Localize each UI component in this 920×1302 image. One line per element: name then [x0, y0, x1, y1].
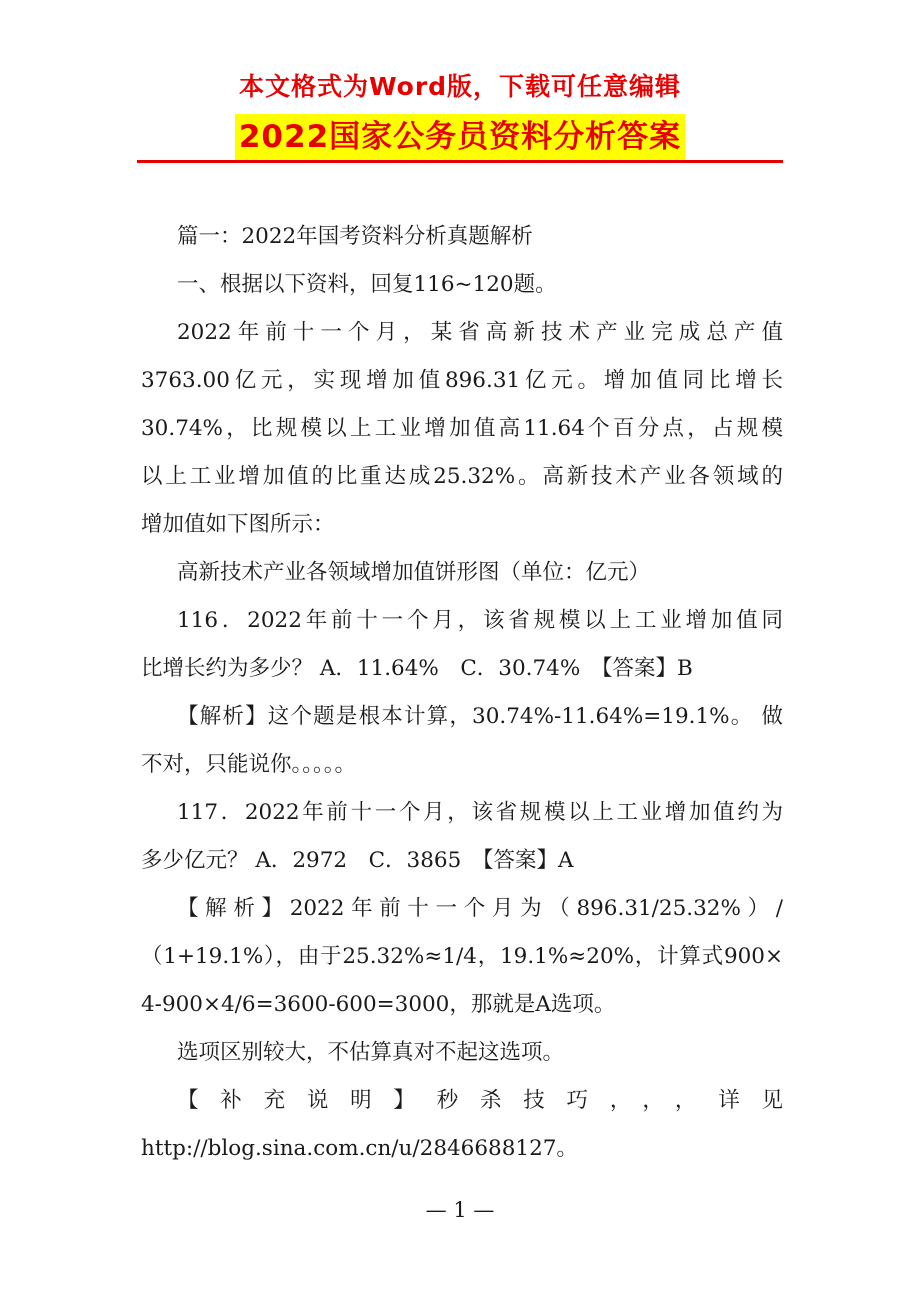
- blog-url-line: http://blog.sina.com.cn/u/2846688127。: [141, 1136, 578, 1161]
- paragraph-line: 增加值如下图所示：: [141, 512, 335, 537]
- document-body: [141, 213, 783, 1173]
- paragraph-line: 以上工业增加值的比重达成25.32%。高新技术产业各领域的: [141, 464, 783, 489]
- analysis-117-line: 【解析】2022年前十一个月为（896.31/25.32%）/: [177, 896, 783, 921]
- paragraph-line: 选项区别较大，不估算真对不起这选项。: [177, 1040, 565, 1065]
- page-number: — 1 —: [425, 1198, 495, 1222]
- question-116-line: 比增长约为多少？ A．11.64% C．30.74% 【答案】B: [141, 656, 693, 681]
- question-117-line: 多少亿元？ A．2972 C．3865 【答案】A: [141, 848, 574, 873]
- analysis-116-line: 不对，只能说你。。。。。: [141, 752, 357, 777]
- paragraph-line: 3763.00亿元，实现增加值896.31亿元。增加值同比增长: [141, 368, 783, 393]
- question-116-line: 116．2022年前十一个月，该省规模以上工业增加值同: [177, 608, 783, 633]
- paragraph-line: 30.74%，比规模以上工业增加值高11.64个百分点，占规模: [141, 416, 783, 441]
- analysis-116-line: 【解析】这个题是根本计算，30.74%-11.64%=19.1%。 做: [177, 704, 783, 729]
- analysis-117-line: （1+19.1%），由于25.32%≈1/4，19.1%≈20%，计算式900×: [141, 944, 783, 969]
- editable-format-banner: 本文格式为Word版，下载可任意编辑: [238, 72, 682, 101]
- supplement-note-line: 【补充说明】秒杀技巧，，，详见: [177, 1088, 783, 1113]
- header-divider: [137, 160, 783, 163]
- document-title: 2022国家公务员资料分析答案: [235, 114, 685, 160]
- chart-caption: 高新技术产业各领域增加值饼形图（单位：亿元）: [177, 560, 651, 585]
- question-intro: 一、根据以下资料，回复116~120题。: [177, 272, 557, 297]
- paragraph-line: 2022年前十一个月，某省高新技术产业完成总产值: [177, 320, 783, 345]
- question-117-line: 117．2022年前十一个月，该省规模以上工业增加值约为: [177, 800, 783, 825]
- section-heading: 篇一：2022年国考资料分析真题解析: [177, 224, 533, 249]
- analysis-117-line: 4-900×4/6=3600-600=3000，那就是A选项。: [141, 992, 616, 1017]
- title-container: [0, 114, 920, 160]
